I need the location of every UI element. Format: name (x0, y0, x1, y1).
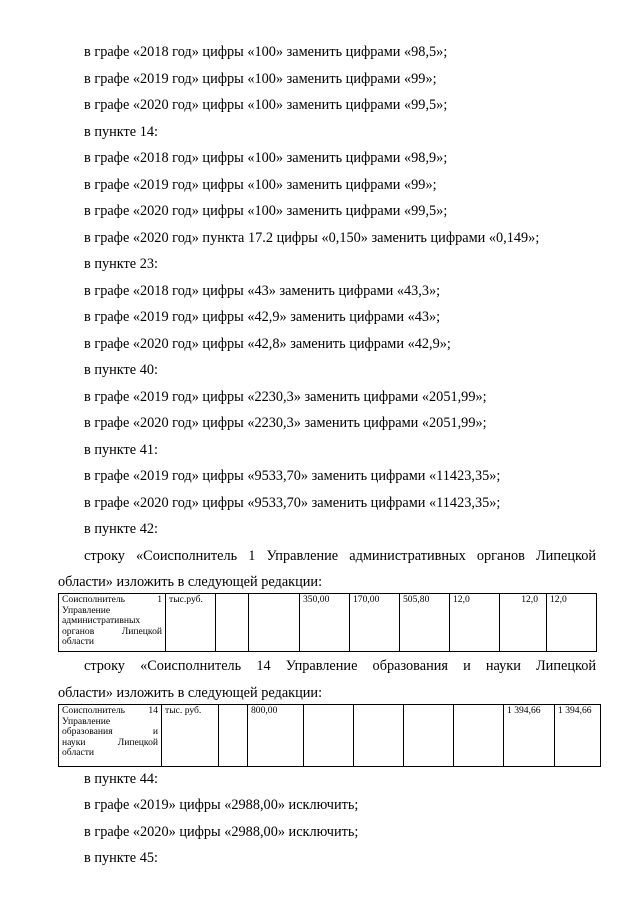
value-cell: 12,0 (547, 594, 597, 652)
unit-cell: тыс.руб. (166, 594, 216, 652)
value-cell (404, 705, 454, 767)
paragraph: в графе «2020» цифры «2988,00» исключить; (84, 824, 359, 840)
paragraph: в графе «2019 год» цифры «42,9» заменить цифрами «43»; (84, 309, 441, 325)
paragraph: в пункте 41: (84, 442, 158, 458)
paragraph: в графе «2018 год» цифры «100» заменить цифрами «98,5»; (84, 44, 448, 60)
paragraph: в графе «2019 год» цифры «100» заменить цифрами «99»; (84, 177, 437, 193)
executor-label-line: области (62, 636, 95, 648)
executor-label-first: Соисполнитель 14 (62, 705, 158, 716)
paragraph: в графе «2020 год» цифры «42,8» заменить цифрами «42,9»; (84, 336, 451, 352)
value-cell (354, 705, 404, 767)
paragraph: в пункте 44: (84, 771, 158, 787)
executor-label-line: Управление (62, 604, 111, 616)
executor-table-2 (58, 704, 601, 767)
table-row (59, 594, 597, 652)
executor-label-line: административных (62, 615, 141, 627)
paragraph: в графе «2018 год» цифры «43» заменить цифрами «43,3»; (84, 283, 441, 299)
paragraph: в графе «2018 год» цифры «100» заменить цифрами «98,9»; (84, 150, 448, 166)
executor-label-first: Соисполнитель 1 (62, 594, 162, 605)
executor-label-line: Управление (62, 715, 111, 727)
value-cell: 800,00 (248, 705, 304, 767)
table-row (59, 705, 601, 767)
paragraph: в графе «2020 год» цифры «2230,3» заменить цифрами «2051,99»; (84, 415, 487, 431)
executor-label-cell (59, 705, 162, 767)
paragraph-justified: строку «Соисполнитель 14 Управление образования и науки Липецкой (84, 658, 596, 674)
paragraph-justified: строку «Соисполнитель 1 Управление административных органов Липецкой (84, 548, 596, 564)
value-cell: 170,00 (350, 594, 400, 652)
executor-label-line: образования и (62, 726, 158, 738)
paragraph: в графе «2019» цифры «2988,00» исключить; (84, 797, 359, 813)
paragraph: в пункте 45: (84, 850, 158, 866)
unit-cell: тыс. руб. (162, 705, 219, 767)
value-cell (304, 705, 354, 767)
executor-label-line: органов Липецкой (62, 625, 162, 637)
value-cell (454, 705, 504, 767)
paragraph: в графе «2019 год» цифры «2230,3» заменить цифрами «2051,99»; (84, 389, 487, 405)
paragraph: в графе «2020 год» цифры «100» заменить цифрами «99,5»; (84, 97, 448, 113)
paragraph: в пункте 14: (84, 124, 158, 140)
value-cell: 1 394,66 (555, 705, 601, 767)
executor-label-line: области (62, 747, 95, 759)
paragraph: в графе «2019 год» цифры «9533,70» заменить цифрами «11423,35»; (84, 468, 501, 484)
executor-label-line: науки Липецкой (62, 736, 158, 748)
paragraph: в пункте 40: (84, 362, 158, 378)
value-cell (219, 705, 248, 767)
executor-label-cell (59, 594, 166, 652)
value-cell: 12,0 (500, 594, 547, 652)
paragraph: в графе «2020 год» цифры «100» заменить цифрами «99,5»; (84, 203, 448, 219)
value-cell (216, 594, 249, 652)
value-cell (249, 594, 300, 652)
paragraph: в графе «2020 год» цифры «9533,70» заменить цифрами «11423,35»; (84, 495, 501, 511)
paragraph: в пункте 42: (84, 521, 158, 537)
paragraph: в графе «2019 год» цифры «100» заменить цифрами «99»; (84, 71, 437, 87)
value-cell: 12,0 (450, 594, 500, 652)
paragraph-continued: области» изложить в следующей редакции: (58, 685, 323, 701)
value-cell: 505,80 (400, 594, 450, 652)
value-cell: 1 394,66 (504, 705, 555, 767)
paragraph: в графе «2020 год» пункта 17.2 цифры «0,150» заменить цифрами «0,149»; (84, 230, 540, 246)
executor-table-1 (58, 593, 597, 652)
paragraph: в пункте 23: (84, 256, 158, 272)
value-cell: 350,00 (300, 594, 350, 652)
paragraph-continued: области» изложить в следующей редакции: (58, 574, 323, 590)
